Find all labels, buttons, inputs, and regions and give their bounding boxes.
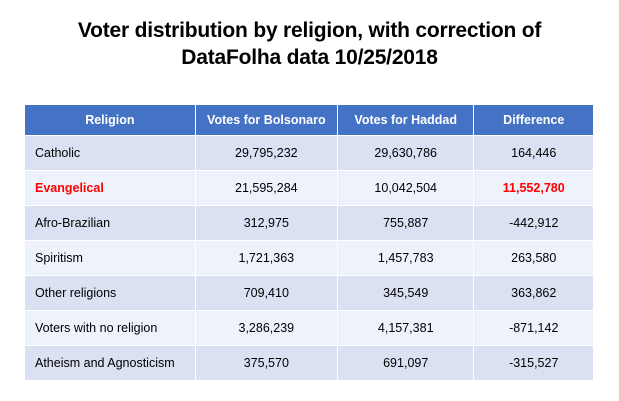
cell-haddad: 29,630,786 (337, 136, 474, 171)
religion-vote-table (24, 104, 594, 381)
table-header (25, 105, 594, 136)
cell-difference: 11,552,780 (474, 171, 594, 206)
cell-bolsonaro: 29,795,232 (195, 136, 337, 171)
religion-vote-table-container (24, 104, 594, 381)
table-row (25, 311, 594, 346)
cell-religion: Afro-Brazilian (25, 206, 196, 241)
cell-religion: Spiritism (25, 241, 196, 276)
table-header-row (25, 105, 594, 136)
column-header-haddad: Votes for Haddad (337, 105, 474, 136)
table-row (25, 206, 594, 241)
table-row (25, 136, 594, 171)
cell-difference: -315,527 (474, 346, 594, 381)
table-row (25, 171, 594, 206)
cell-difference: -442,912 (474, 206, 594, 241)
table-row (25, 276, 594, 311)
table-row (25, 241, 594, 276)
page-title: Voter distribution by religion, with correction of DataFolha data 10/25/2018 (77, 19, 542, 69)
cell-bolsonaro: 709,410 (195, 276, 337, 311)
cell-haddad: 345,549 (337, 276, 474, 311)
cell-difference: 363,862 (474, 276, 594, 311)
table-body (25, 136, 594, 381)
table-row (25, 346, 594, 381)
cell-difference: 164,446 (474, 136, 594, 171)
cell-bolsonaro: 21,595,284 (195, 171, 337, 206)
cell-religion: Atheism and Agnosticism (25, 346, 196, 381)
cell-difference: -871,142 (474, 311, 594, 346)
column-header-bolsonaro: Votes for Bolsonaro (195, 105, 337, 136)
cell-bolsonaro: 312,975 (195, 206, 337, 241)
cell-religion: Evangelical (25, 171, 196, 206)
cell-haddad: 691,097 (337, 346, 474, 381)
cell-religion: Other religions (25, 276, 196, 311)
cell-bolsonaro: 3,286,239 (195, 311, 337, 346)
cell-difference: 263,580 (474, 241, 594, 276)
cell-haddad: 755,887 (337, 206, 474, 241)
cell-bolsonaro: 375,570 (195, 346, 337, 381)
column-header-difference: Difference (474, 105, 594, 136)
cell-haddad: 10,042,504 (337, 171, 474, 206)
cell-bolsonaro: 1,721,363 (195, 241, 337, 276)
column-header-religion: Religion (25, 105, 196, 136)
cell-haddad: 1,457,783 (337, 241, 474, 276)
cell-haddad: 4,157,381 (337, 311, 474, 346)
cell-religion: Catholic (25, 136, 196, 171)
cell-religion: Voters with no religion (25, 311, 196, 346)
